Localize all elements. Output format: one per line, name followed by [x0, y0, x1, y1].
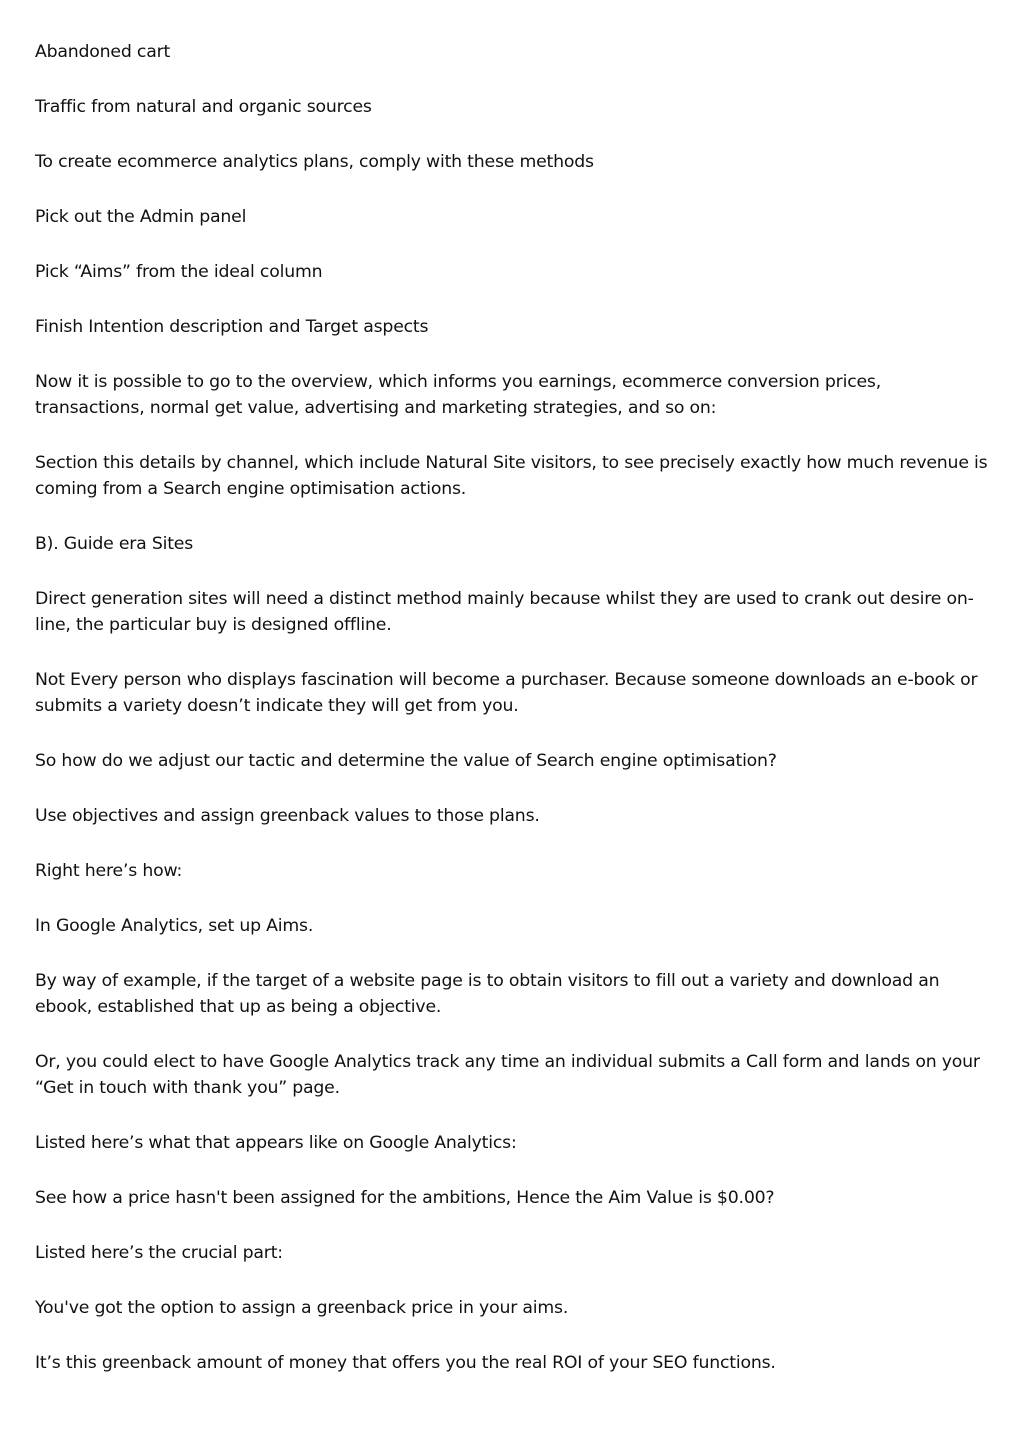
paragraph: Use objectives and assign greenback values to those plans. — [35, 806, 540, 826]
paragraph: Listed here’s the crucial part: — [35, 1243, 283, 1263]
paragraph: Not Every person who displays fascination will become a purchaser. Because someone downloads an e-book or submits a variety doesn’t indicate they will get from you. — [35, 670, 978, 716]
paragraph: Or, you could elect to have Google Analytics track any time an individual submits a Call form and lands on your “Get in touch with thank you” page. — [35, 1052, 980, 1098]
paragraph: Section this details by channel, which include Natural Site visitors, to see precisely exactly how much revenue is coming from a Search engine optimisation actions. — [35, 453, 988, 499]
paragraph: Now it is possible to go to the overview, which informs you earnings, ecommerce conversion prices, transactions, normal get value, advertising and marketing strategies, and so on: — [35, 372, 882, 418]
paragraph: In Google Analytics, set up Aims. — [35, 916, 314, 936]
paragraph: Abandoned cart — [35, 42, 171, 62]
paragraph: By way of example, if the target of a website page is to obtain visitors to fill out a variety and download an ebook, established that up as being a objective. — [35, 971, 940, 1017]
paragraph: Listed here’s what that appears like on Google Analytics: — [35, 1133, 517, 1153]
paragraph: You've got the option to assign a greenback price in your aims. — [35, 1298, 569, 1318]
paragraph: Direct generation sites will need a distinct method mainly because whilst they are used to crank out desire on-line, the particular buy is designed offline. — [35, 589, 974, 635]
paragraph: It’s this greenback amount of money that offers you the real ROI of your SEO functions. — [35, 1353, 776, 1373]
paragraph: Pick “Aims” from the ideal column — [35, 262, 323, 282]
paragraph: See how a price hasn't been assigned for the ambitions, Hence the Aim Value is $0.00? — [35, 1188, 775, 1208]
paragraph: Finish Intention description and Target aspects — [35, 317, 429, 337]
paragraph: So how do we adjust our tactic and determine the value of Search engine optimisation? — [35, 751, 777, 771]
section-heading: B). Guide era Sites — [35, 534, 194, 554]
paragraph: Pick out the Admin panel — [35, 207, 247, 227]
paragraph: Traffic from natural and organic sources — [35, 97, 372, 117]
document-body — [35, 39, 995, 1405]
paragraph: Right here’s how: — [35, 861, 183, 881]
paragraph: To create ecommerce analytics plans, comply with these methods — [35, 152, 594, 172]
